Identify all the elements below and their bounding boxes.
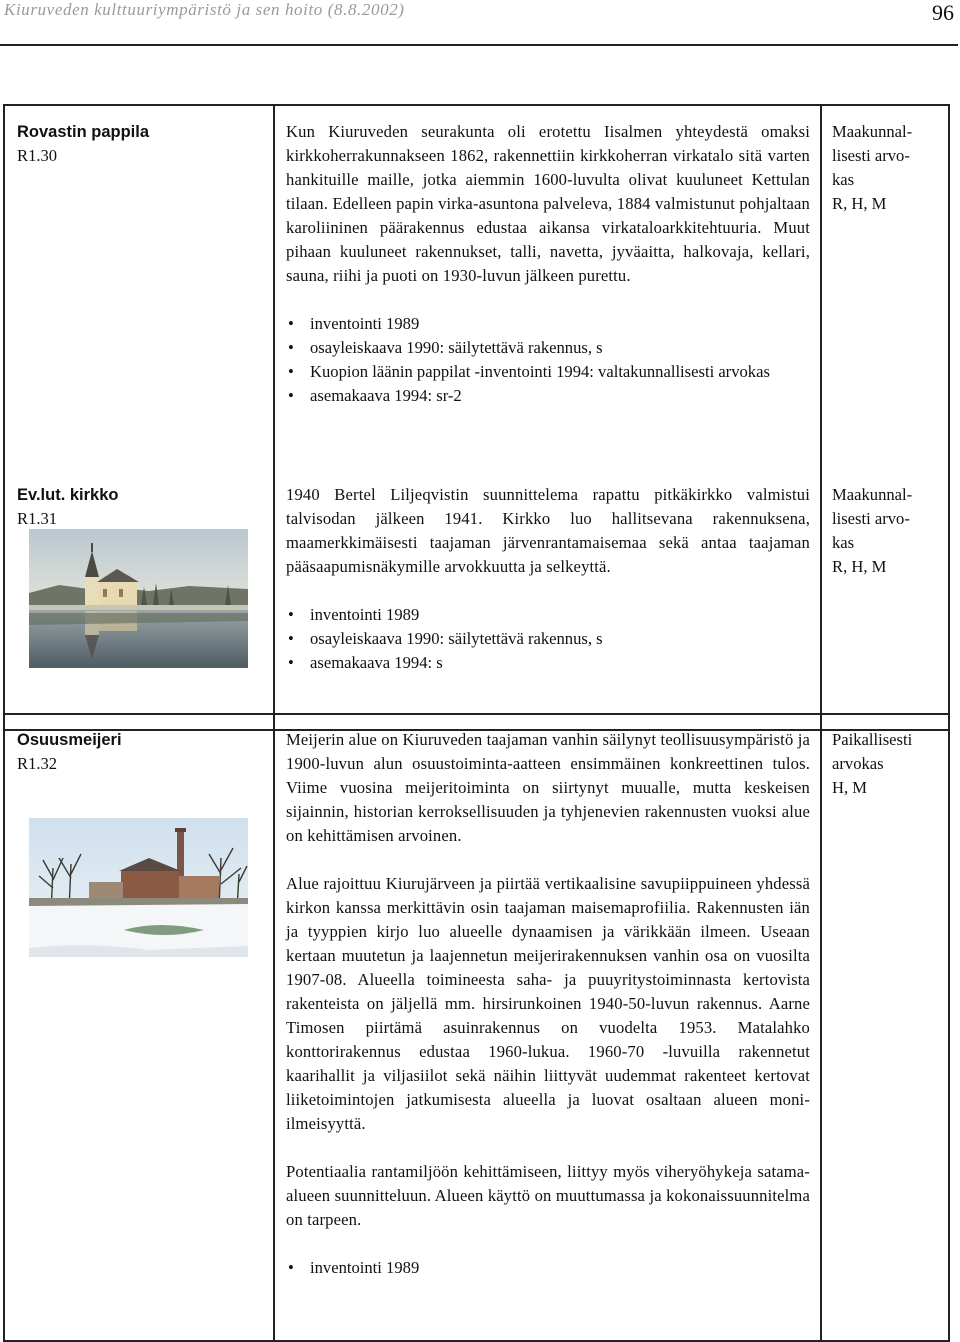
entry-code: R1.30 <box>17 146 58 165</box>
bullet-icon: • <box>288 605 294 624</box>
entry-description: Kun Kiuruveden seurakunta oli erotettu Iisalmen yhteydestä omaksi kirkkoherrakunnakseen 1862, rakennettiin kirkkoherran virkatalo sitä varten hankituille maille, jotka aiemmin 1600-luvulta olivat kuuluneet Kettulan tilaan. Edelleen papin virka-asuntona palveleva, 1884 valmistunut pohjaltaan karoliininen päärakennus edustaa aikansa virkataloarkkitehtuuria. Muut pihaan kuuluneet rakennukset, talli, navetta, jyväaitta, halkovaja, kellari, sauna, riihi ja puoti on 1930-luvun jälkeen purettu. <box>286 122 810 285</box>
list-item: • asemakaava 1994: s <box>286 651 810 675</box>
entry-rating-line: kas <box>832 533 855 552</box>
entry-rating-line: Maakunnal- <box>832 122 913 141</box>
bullet-icon: • <box>288 629 294 648</box>
entry-rating-line: Paikallisesti <box>832 730 913 749</box>
table-row <box>4 105 949 472</box>
entry-paragraph: Alue rajoittuu Kiurujärveen ja piirtää vertikaalisine savupiippuineen yhdessä kirkon kanssa merkittävin osin taajaman maisemaprofiilia. Rakennusten iän ja tyyppien kirjo luo alueelle dynaamisen ja värikkään ilmeen. Useaan kertaan muutetun ja laajennetun meijerirakennuksen vanhin osa on vuosilta 1907-08. Alueella toimineesta saha- ja puuyritystoiminnasta kertovista rakenteista on jäljellä mm. hirsirunkoinen 1940-50-luvun rakennus. Aarne Timosen piirtämä asuinrakennus on vuodelta 1953. Matalahko konttorirakennus edustaa 1960-lukua. 1960-70 -luvuilla rakennetut kaarihallit ja viljasiilot sekä näihin liittyvät uudemmat rakenteet kertovat liiketoimintojen jatkumisesta alueella ja luovat osaltaan alueen moni-ilmeisyyttä. <box>286 874 810 1133</box>
header-rule <box>0 44 958 46</box>
list-item: • inventointi 1989 <box>286 1256 810 1280</box>
entry-name: Rovastin pappila <box>17 123 150 141</box>
church-photo <box>29 529 248 668</box>
table-row <box>4 714 949 1341</box>
list-item: • inventointi 1989 <box>286 312 810 336</box>
entry-bullet-list <box>286 603 810 675</box>
entry-description: 1940 Bertel Liljeqvistin suunnittelema rapattu pitkäkirkko valmistui talvisodan jälkeen 1941. Kirkko luo hallitsevana rakennuksena, maamerkkimäisesti taajaman järvenrantamaisemaa sekä antaa taajaman pääsaapumisnäkymille arvokkuutta ja selkeyttä. <box>286 485 810 576</box>
entry-name: Osuusmeijeri <box>17 731 122 749</box>
page-header-title: Kiuruveden kulttuuriympäristö ja sen hoito (8.8.2002) <box>4 0 405 19</box>
entry-rating-line: R, H, M <box>832 557 887 576</box>
entry-rating-line: lisesti arvo- <box>832 146 910 165</box>
entry-description-cell <box>274 105 821 472</box>
list-item: • osayleiskaava 1990: säilytettävä rakennus, s <box>286 627 810 651</box>
entry-name: Ev.lut. kirkko <box>17 486 119 504</box>
entry-description-cell <box>274 472 821 730</box>
entry-code: R1.32 <box>17 754 58 773</box>
bullet-icon: • <box>288 1258 294 1277</box>
list-item: • asemakaava 1994: sr-2 <box>286 384 810 408</box>
bullet-icon: • <box>288 338 294 357</box>
entry-rating-cell <box>821 105 949 472</box>
entry-rating-line: arvokas <box>832 754 884 773</box>
entry-paragraph: Potentiaalia rantamiljöön kehittämiseen, liittyy myös viheryöhykeja satama-alueen suunnitteluun. Alueen käyttö on muuttumassa ja kokonaissuunnitelma on tarpeen. <box>286 1162 810 1229</box>
entry-name-cell <box>4 714 274 1341</box>
inventory-table-2 <box>3 713 950 1342</box>
entry-paragraph: Meijerin alue on Kiuruveden taajaman vanhin säilynyt teollisuusympäristö ja 1900-luvun alun osuustoiminta-aatteen ensimmäinen konkreettinen tulos. Viime vuosina meijeritoiminta on siirtynyt muualle, mutta keskeisen sijainnin, historian kerroksellisuuden ja tyhjenevien rakennusten vuoksi alue on kehittämisen arvoinen. <box>286 730 810 845</box>
church-photo-graphic <box>29 529 248 668</box>
entry-code: R1.31 <box>17 509 58 528</box>
entry-rating-line: H, M <box>832 778 868 797</box>
list-item: • inventointi 1989 <box>286 603 810 627</box>
entry-rating-line: Maakunnal- <box>832 485 913 504</box>
bullet-icon: • <box>288 314 294 333</box>
entry-name-cell <box>4 105 274 472</box>
entry-rating-cell <box>821 714 949 1341</box>
entry-rating-line: lisesti arvo- <box>832 509 910 528</box>
entry-bullet-list <box>286 312 810 408</box>
list-item: • osayleiskaava 1990: säilytettävä rakennus, s <box>286 336 810 360</box>
dairy-photo <box>29 818 248 957</box>
bullet-icon: • <box>288 362 294 381</box>
list-item: • Kuopion läänin pappilat -inventointi 1994: valtakunnallisesti arvokas <box>286 360 810 384</box>
entry-rating-line: R, H, M <box>832 194 887 213</box>
entry-bullet-list <box>286 1256 810 1280</box>
page-number: 96 <box>932 0 954 25</box>
bullet-icon: • <box>288 653 294 672</box>
entry-rating-cell <box>821 472 949 730</box>
bullet-icon: • <box>288 386 294 405</box>
entry-rating-line: kas <box>832 170 855 189</box>
entry-description-cell <box>274 714 821 1341</box>
dairy-photo-graphic <box>29 818 248 957</box>
